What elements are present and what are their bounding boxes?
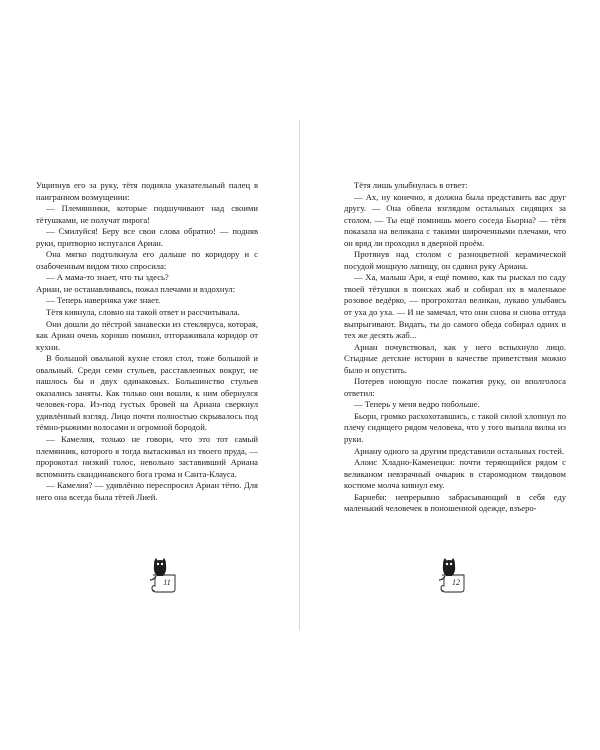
paragraph: Ариан почувствовал, как у него вспыхнуло лицо. Стыдные детские истории в качестве приветствия можно было и опустить. [344,341,566,375]
paragraph: Она мягко подтолкнула его дальше по коридору и с озабоченным видом тихо спросила: [36,249,258,271]
paragraph: Тётя кивнула, словно на такой ответ и рассчитывала. [46,307,240,318]
page-gutter [299,120,300,630]
page-number: 12 [452,578,460,587]
paragraph: — Смилуйся! Беру все свои слова обратно! — подняв руки, притворно испугался Ариан. [36,226,258,248]
paragraph: — Камелия? — удивлённо переспросил Ариан тётю. Для него она всегда была тётей Лией. [36,480,258,502]
paragraph: В большой овальной кухне стоял стол, тоже большой и овальный. Среди семи стульев, расставленных вокруг, не нашлось бы и двух одинаковых. Большинство стульев оказались заняты. Как только они вошли, к ним обернулся человек-гора. Из-под густых бровей на Ариана сверкнул удивлённый взгляд. Лицо почти полностью скрывалось под тёмно-рыжими волосами и огромной бородой. [36,353,258,433]
paragraph: — Ха, малыш Ари, я ещё помню, как ты рыскал по саду твоей тётушки в поисках жаб и собирал их в маленькое розовое ведёрко, — прогрохотал великан, лукаво улыбаясь от уха до уха. — И не замечал, что они снова и снова оттуда выпрыгивают. Видать, ты до самого обеда собирал одних и тех же десять жаб... [344,272,566,341]
paragraph: Алоис Хладно-Каменецки: почти теряющийся рядом с великаном невзрачный очкарик в старомодном твидовом костюме молча кивнул ему. [344,457,566,491]
paragraph: — Ах, ну конечно, я должна была представить вас друг другу. — Она обвела взглядом остальных сидящих за столом. — Ты ещё помнишь моего соседа Бьорна? — тётя показала на великана с такими широченными плечами, что он вряд ли проходил в дверной проём. [344,191,566,248]
paragraph: Протянув над столом с разноцветной керамической посудой мощную лапищу, он сдавил руку Ариана. [344,249,566,271]
paragraph: Тётя лишь улыбнулась в ответ: [354,180,468,190]
paragraph: Барнеби: непрерывно забрасывающий в себя еду маленький человечек в поношенной одежде, взъеро- [344,491,566,514]
paragraph: Ариану одного за другим представили остальных гостей. [354,445,565,456]
paragraph: — Камелия, только не говори, что это тот самый племянник, которого я тогда вытаскивал из твоего пруда, — пророкотал низкий голос, невольно заставивший Ариана вспомнить скандинавского бога грома и Санта-Клауса. [36,434,258,479]
left-page-text [36,180,258,503]
paragraph: Ариан, не останавливаясь, пожал плечами и вздохнул: [36,283,236,294]
right-page-text [344,180,566,515]
paragraph: Бьорн, громко расхохотавшись, с такой силой хлопнул по плечу сидящего рядом человека, что у того выпала вилка из руки. [344,410,566,445]
owl-on-scroll-icon [144,553,180,595]
paragraph: — Теперь у меня ведро побольше. [354,399,480,410]
paragraph: Ущипнув его за руку, тётя подняла указательный палец в наигранном возмущении: [36,180,258,202]
paragraph: Потерев ноющую после пожатия руку, он вполголоса ответил: [344,376,566,398]
paragraph: Они дошли до пёстрой занавески из стекляруса, которая, как Ариан очень хорошо помнил, отгораживала коридор от кухни. [36,318,258,352]
paragraph: — Племянники, которые подшучивают над своими тётушками, не получат пирога! [36,203,258,225]
left-page-folio [144,553,180,595]
page-number: 11 [163,578,171,587]
paragraph: — А мама-то знает, что ты здесь? [46,272,169,283]
paragraph: — Теперь наверняка уже знает. [46,295,161,306]
owl-on-scroll-icon [433,553,469,595]
right-page-folio [433,553,469,595]
